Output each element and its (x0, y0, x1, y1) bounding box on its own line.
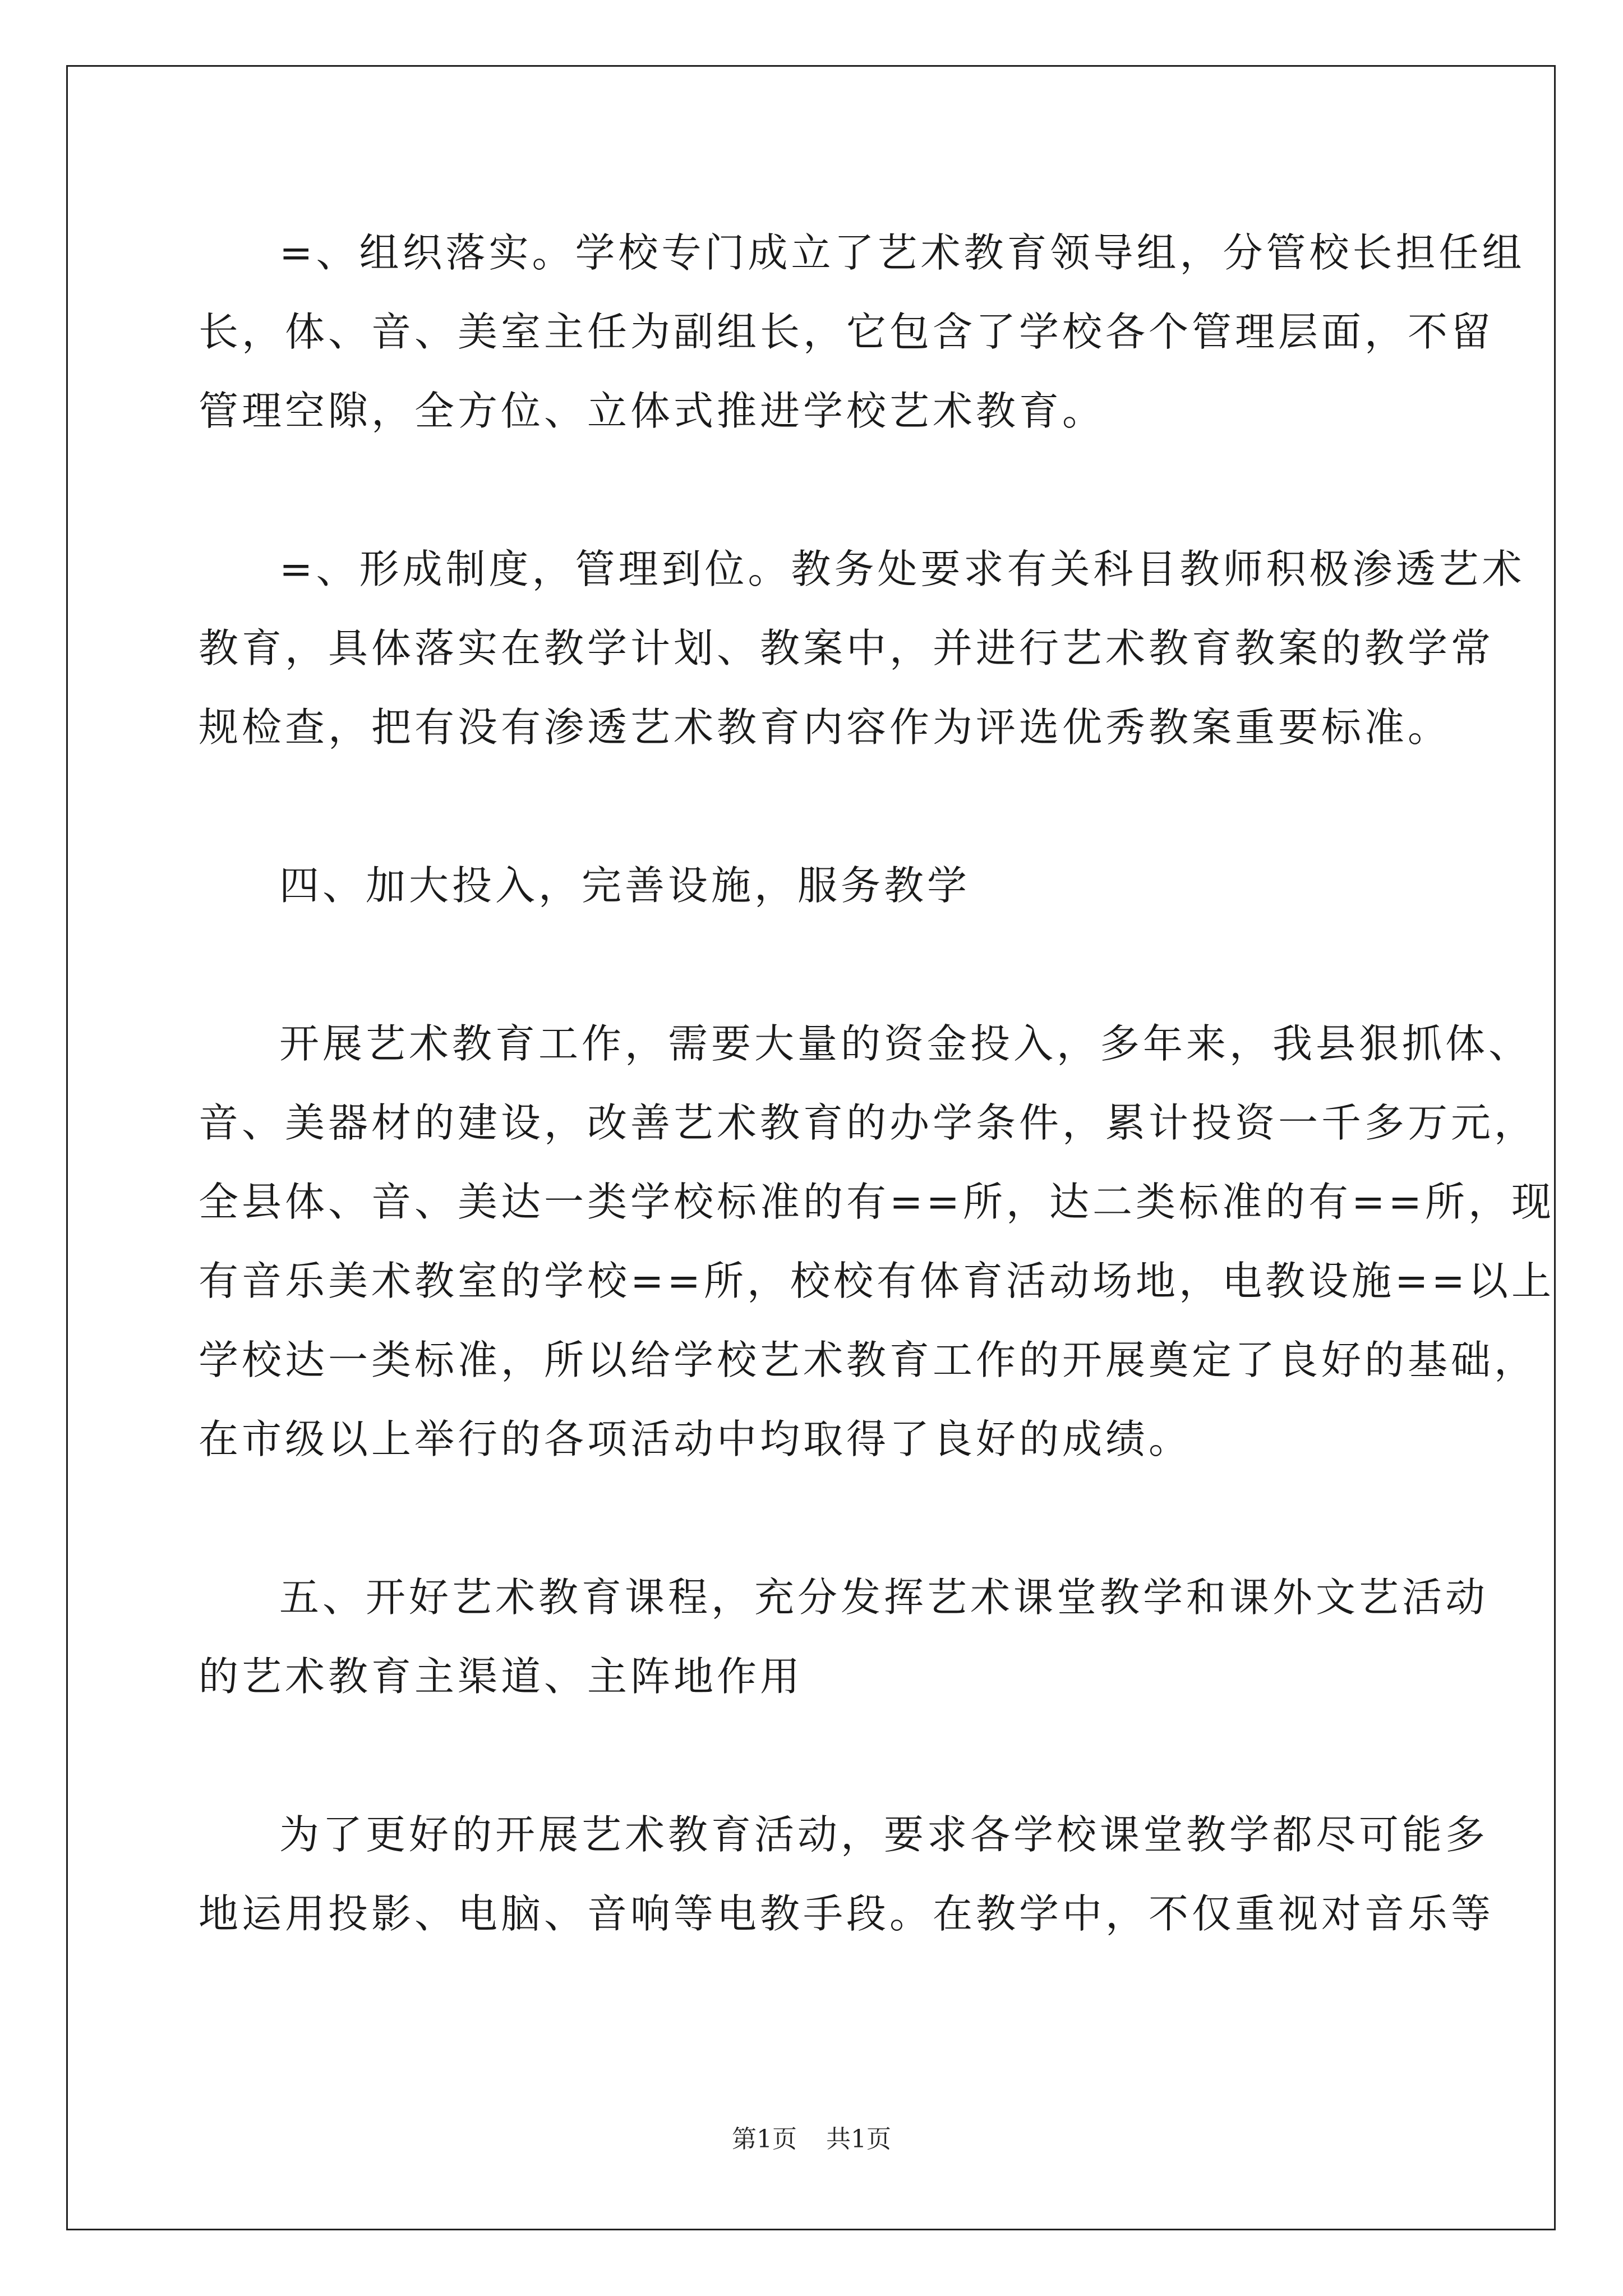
paragraph-1-line-3: 管理空隙，全方位、立体式推进学校艺术教育。 (199, 388, 1106, 434)
paragraph-3-line-3: 全县体、音、美达一类学校标准的有==所，达二类标准的有==所，现 (199, 1179, 1555, 1225)
page-number: 第1页 (732, 2125, 797, 2154)
paragraph-3-line-5: 学校达一类标准，所以给学校艺术教育工作的开展奠定了良好的基础， (199, 1337, 1538, 1383)
paragraph-2-line-1: =、形成制度，管理到位。教务处要求有关科目教师积极渗透艺术 (279, 546, 1525, 592)
section-heading-4: 四、加大投入，完善设施，服务教学 (279, 862, 971, 909)
paragraph-3-line-1: 开展艺术教育工作，需要大量的资金投入，多年来，我县狠抓体、 (279, 1020, 1532, 1067)
paragraph-1-line-2: 长，体、音、美室主任为副组长，它包含了学校各个管理层面，不留 (199, 309, 1495, 355)
paragraph-4-line-1: 为了更好的开展艺术教育活动，要求各学校课堂教学都尽可能多 (279, 1811, 1489, 1858)
paragraph-1-line-1: =、组织落实。学校专门成立了艺术教育领导组，分管校长担任组 (279, 229, 1525, 276)
page-total: 共1页 (826, 2125, 891, 2154)
page-footer (0, 2124, 1623, 2155)
paragraph-2-line-2: 教育，具体落实在教学计划、教案中，并进行艺术教育教案的教学常 (199, 625, 1495, 671)
paragraph-3-line-2: 音、美器材的建设，改善艺术教育的办学条件，累计投资一千多万元， (199, 1099, 1538, 1146)
section-heading-5-line-1: 五、开好艺术教育课程，充分发挥艺术课堂教学和课外文艺活动 (279, 1574, 1489, 1621)
paragraph-3-line-4: 有音乐美术教室的学校==所，校校有体育活动场地，电教设施==以上 (199, 1258, 1555, 1304)
document-body (199, 213, 1555, 1953)
paragraph-4-line-2: 地运用投影、电脑、音响等电教手段。在教学中，不仅重视对音乐等 (199, 1890, 1495, 1937)
paragraph-2-line-3: 规检查，把有没有渗透艺术教育内容作为评选优秀教案重要标准。 (199, 704, 1451, 751)
section-heading-5-line-2: 的艺术教育主渠道、主阵地作用 (199, 1653, 804, 1700)
paragraph-3-line-6: 在市级以上举行的各项活动中均取得了良好的成绩。 (199, 1416, 1192, 1462)
